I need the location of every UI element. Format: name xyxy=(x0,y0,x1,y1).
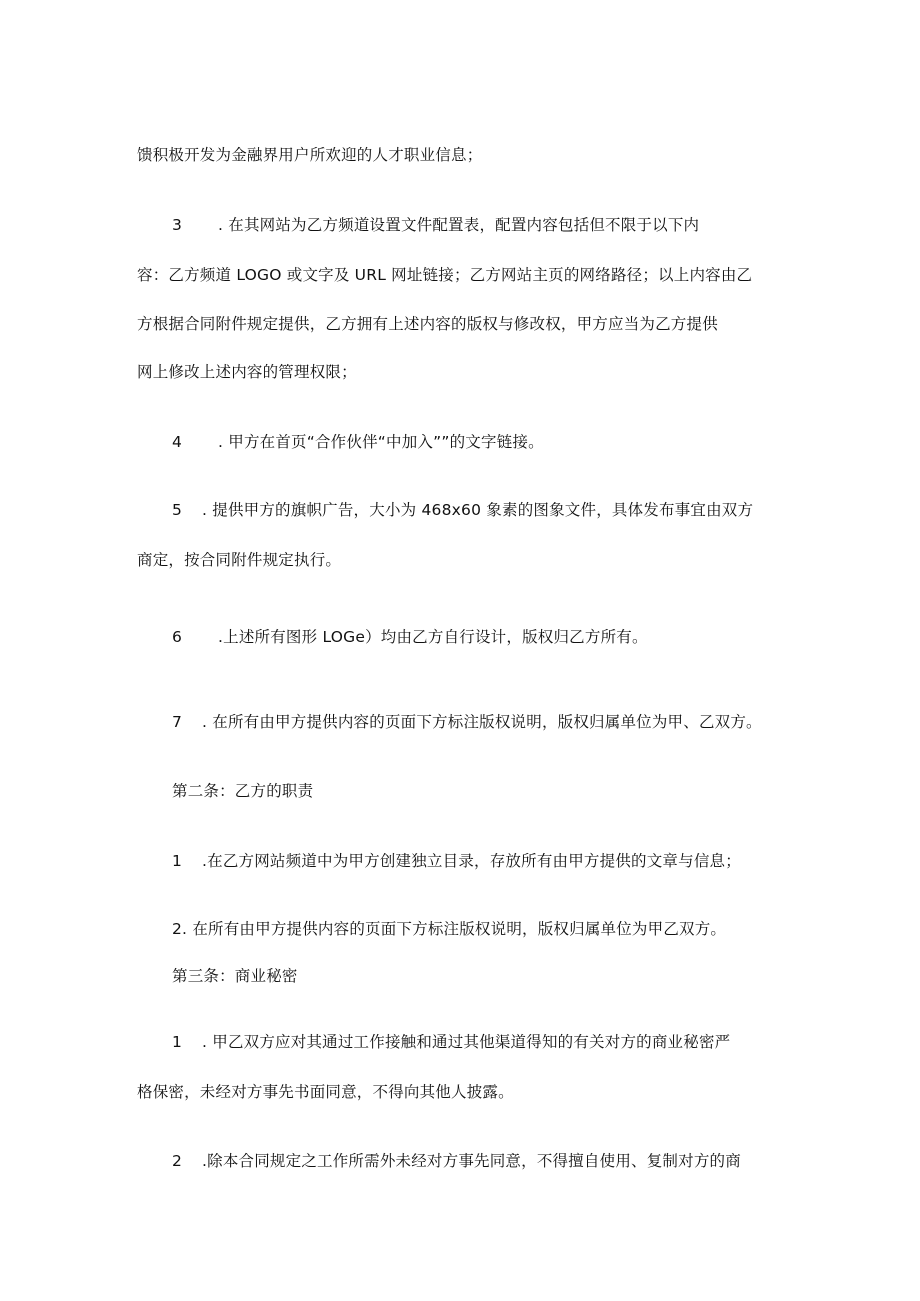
line-text: 格保密，未经对方事先书面同意，不得向其他人披露。 xyxy=(137,1083,514,1101)
line-text: 馈积极开发为金融界用户所欢迎的人才职业信息； xyxy=(137,146,483,164)
line-text: . 在所有由甲方提供内容的页面下方标注版权说明，版权归属单位为甲、乙双方。 xyxy=(202,713,762,731)
section-heading-2 xyxy=(172,781,313,801)
paragraph-line xyxy=(137,265,752,285)
line-text: 2. 在所有由甲方提供内容的页面下方标注版权说明，版权归属单位为甲乙双方。 xyxy=(172,920,727,938)
line-text: .在乙方网站频道中为甲方创建独立目录，存放所有由甲方提供的文章与信息； xyxy=(202,852,741,870)
line-text: 容：乙方频道 LOGO 或文字及 URL 网址链接；乙方网站主页的网络路径；以上内容由乙 xyxy=(137,266,753,284)
item-number: 6 xyxy=(172,628,183,646)
item-number: 7 xyxy=(172,713,183,731)
item-number: 5 xyxy=(172,501,183,519)
item-number: 1 xyxy=(172,1033,183,1051)
list-item-1 xyxy=(172,851,741,871)
paragraph-line xyxy=(137,1082,514,1102)
line-text: . 甲方在首页“合作伙伴“中加入””的文字链接。 xyxy=(218,433,544,451)
list-item-2 xyxy=(172,1151,741,1171)
item-number: 1 xyxy=(172,852,183,870)
line-text: 网上修改上述内容的管理权限； xyxy=(137,363,357,381)
heading-text: 第三条：商业秘密 xyxy=(172,967,298,985)
item-number: 3 xyxy=(172,216,183,234)
paragraph-line xyxy=(137,145,482,165)
list-item-1 xyxy=(172,1032,730,1052)
heading-text: 第二条：乙方的职责 xyxy=(172,782,314,800)
item-number: 4 xyxy=(172,433,183,451)
line-text: 商定，按合同附件规定执行。 xyxy=(137,551,342,569)
line-text: . 在其网站为乙方频道设置文件配置表，配置内容包括但不限于以下内 xyxy=(218,216,700,234)
list-item-3 xyxy=(172,215,699,235)
list-item-6 xyxy=(172,627,648,647)
list-item-4 xyxy=(172,432,544,452)
paragraph-line xyxy=(137,550,341,570)
line-text: .上述所有图形 LOGe）均由乙方自行设计，版权归乙方所有。 xyxy=(218,628,648,646)
paragraph-line xyxy=(137,314,718,334)
paragraph-line xyxy=(137,362,357,382)
line-text: . 提供甲方的旗帜广告，大小为 468x60 象素的图象文件，具体发布事宜由双方 xyxy=(202,501,754,519)
section-heading-3 xyxy=(172,966,298,986)
line-text: .除本合同规定之工作所需外未经对方事先同意，不得擅自使用、复制对方的商 xyxy=(202,1152,741,1170)
list-item-2 xyxy=(172,919,726,939)
item-number: 2 xyxy=(172,1152,183,1170)
list-item-5 xyxy=(172,500,753,520)
line-text: 方根据合同附件规定提供，乙方拥有上述内容的版权与修改权，甲方应当为乙方提供 xyxy=(137,315,718,333)
line-text: . 甲乙双方应对其通过工作接触和通过其他渠道得知的有关对方的商业秘密严 xyxy=(202,1033,731,1051)
list-item-7 xyxy=(172,712,762,732)
